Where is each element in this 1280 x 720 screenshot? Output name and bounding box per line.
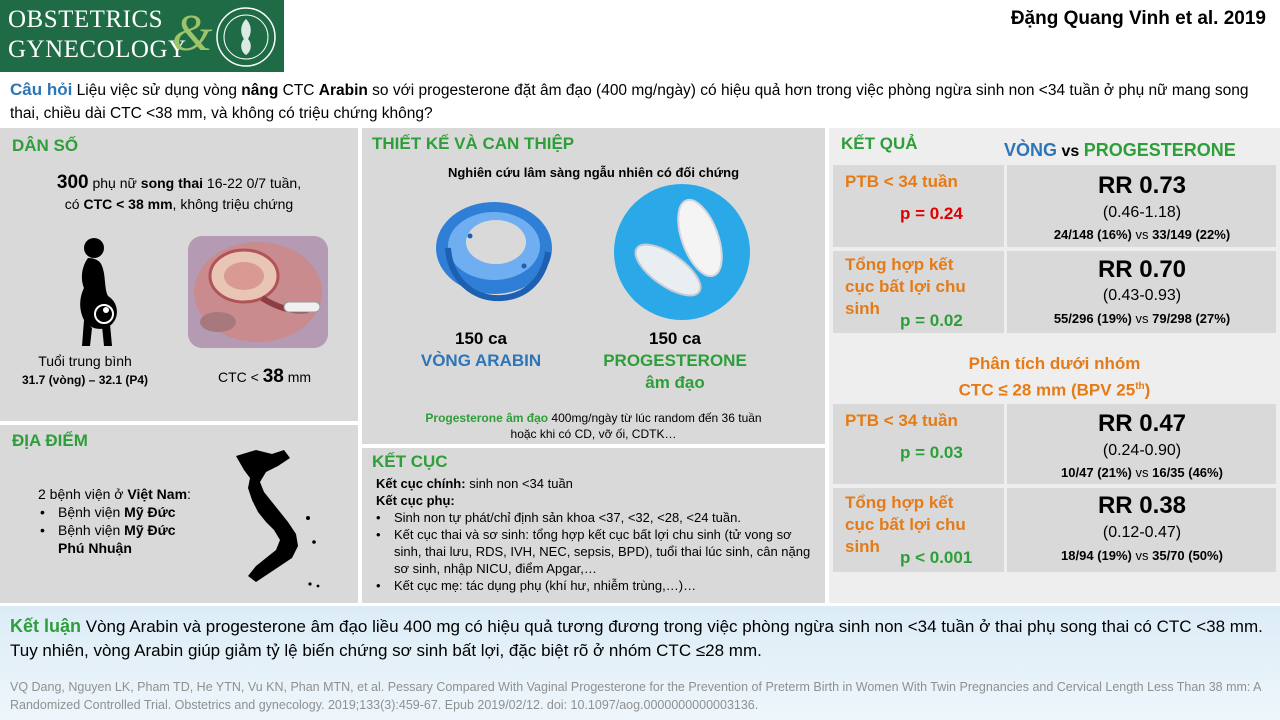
outcomes-title: KẾT CỤC — [372, 452, 448, 471]
result-rr: RR 0.38 — [1097, 492, 1187, 519]
secondary-outcome-item: • Kết cục mẹ: tác dụng phụ (khí hư, nhiễm trùng,…)… — [376, 577, 816, 594]
subgroup-sup: th — [1135, 381, 1145, 392]
result-counts — [1007, 465, 1277, 480]
result-counts — [1007, 311, 1277, 326]
location-title: ĐỊA ĐIỂM — [12, 431, 88, 450]
subgroup-header — [833, 352, 1276, 402]
result-counts — [1007, 548, 1277, 563]
population-ctc: CTC < 38 mm — [83, 196, 173, 212]
arm-progesterone-name: PROGESTERONE — [603, 351, 747, 370]
subgroup-line-2 — [833, 375, 1276, 402]
result-count-progesterone: 33/149 (22%) — [1152, 227, 1231, 242]
population-text-3: có — [64, 196, 84, 212]
conclusion-body: Vòng Arabin và progesterone âm đạo liều 400 mg có hiệu quả tương đương trong việc phòng ngừa sinh non <34 tuần ở thai phụ song thai có CTC <38 mm. Tuy nhiên, vòng Arabin giúp giảm tỷ lệ biến chứng sơ sinh bất lợi, đặc biệt rõ ở nhóm CTC ≤28 mm. — [10, 617, 1263, 660]
result-rr: RR 0.73 — [1097, 172, 1187, 199]
population-title: DÂN SỐ — [12, 136, 79, 155]
result-count-ring: 10/47 (21%) — [1061, 465, 1132, 480]
logo-line-1: OBSTETRICS — [8, 6, 164, 33]
conclusion-text — [10, 614, 1270, 663]
comparison-progesterone: PROGESTERONE — [1083, 140, 1236, 160]
cervical-length-unit: mm — [283, 369, 312, 385]
result-p-value: p = 0.02 — [900, 311, 963, 330]
result-ci: (0.12-0.47) — [1102, 524, 1182, 541]
result-count-vs: vs — [1131, 548, 1153, 563]
arabin-ring-image — [432, 188, 556, 308]
population-text-2: 16-22 0/7 tuần, — [203, 175, 302, 191]
comparison-vs: vs — [1057, 143, 1084, 160]
mean-age-value: 31.7 (vòng) – 32.1 (P4) — [22, 373, 149, 387]
result-p-value: p = 0.03 — [900, 443, 963, 462]
result-rr: RR 0.47 — [1097, 410, 1187, 437]
hospital-name-line2: Phú Nhuận — [58, 540, 132, 556]
result-count-progesterone: 35/70 (50%) — [1152, 548, 1223, 563]
results-title: KẾT QUẢ — [841, 134, 918, 153]
result-outcome-label: PTB < 34 tuần — [845, 411, 958, 430]
author-citation: Đặng Quang Vinh et al. 2019 — [1010, 8, 1266, 29]
population-twins: song thai — [140, 175, 204, 191]
design-title: THIẾT KẾ VÀ CAN THIỆP — [372, 134, 575, 153]
arm-progesterone — [582, 328, 768, 394]
result-rr: RR 0.70 — [1097, 256, 1187, 283]
result-p-value: p < 0.001 — [900, 548, 973, 567]
location-intro-text: 2 bệnh viện ở — [38, 486, 128, 502]
conclusion-label: Kết luận — [10, 616, 82, 636]
dosing-note-line2: hoặc khi có CD, vỡ ối, CDTK… — [510, 427, 677, 441]
logo-ampersand: & — [172, 5, 213, 62]
secondary-outcome-item: • Kết cục thai và sơ sinh: tổng hợp kết cục bất lợi chu sinh (tử vong sơ sinh, thai lưu, RDS, IVH, NEC, sepsis, BPD), tuổi thai lúc sinh, cân nặng sơ sinh, nhập NICU, điểm Apgar,… — [376, 526, 816, 577]
arm-progesterone-count: 150 ca — [649, 329, 701, 348]
result-outcome-label: Tổng hợp kết cục bất lợi chu sinh — [845, 255, 966, 318]
result-count-ring: 24/148 (16%) — [1053, 227, 1132, 242]
journal-logo — [0, 0, 284, 72]
reference-citation: VQ Dang, Nguyen LK, Pham TD, He YTN, Vu KN, Phan MTN, et al. Pessary Compared With Vaginal Progesterone for the Prevention of Preterm Birth in Women With Twin Pregnancies and Cervical Length Less Than 38 mm: A Randomized Controlled Trial. Obstetrics and gynecology. 2019;133(3):459-67. Epub 2019/02/12. doi: 10.1097/aog.0000000000003136. — [10, 680, 1261, 712]
secondary-outcome-label: Kết cục phụ: — [376, 493, 455, 508]
location-intro — [38, 485, 191, 503]
result-outcome-label: PTB < 34 tuần — [845, 172, 958, 191]
result-p-value: p = 0.24 — [900, 204, 963, 223]
question-bold-2: Arabin — [318, 82, 368, 99]
mean-age — [22, 352, 148, 390]
comparison-ring: VÒNG — [1004, 140, 1058, 160]
question-text-1: Liệu việc sử dụng vòng — [72, 82, 242, 99]
result-count-vs: vs — [1131, 311, 1153, 326]
hospital-prefix: Bệnh viện — [58, 522, 125, 538]
question-text-2: CTC — [278, 82, 319, 99]
journal-seal-icon — [214, 5, 278, 69]
primary-outcome-text: sinh non <34 tuần — [465, 476, 573, 491]
primary-outcome — [376, 475, 816, 492]
hospital-item — [38, 521, 191, 557]
primary-outcome-label: Kết cục chính: — [376, 476, 466, 491]
result-count-ring: 55/296 (19%) — [1053, 311, 1132, 326]
result-outcome-label: Tổng hợp kết cục bất lợi chu sinh — [845, 493, 966, 556]
subgroup-close: ) — [1144, 380, 1151, 400]
pregnant-woman-icon — [60, 236, 134, 346]
cervical-length-value: 38 — [262, 366, 284, 387]
cervical-length-label: CTC < — [218, 369, 263, 385]
conclusion-section — [0, 606, 1280, 720]
population-text-1: phụ nữ — [88, 175, 141, 191]
progesterone-pill-image — [610, 182, 754, 322]
logo-line-2: GYNECOLOGY — [8, 36, 187, 63]
cervix-image — [188, 236, 328, 348]
arm-progesterone-route: âm đạo — [645, 373, 705, 392]
result-count-vs: vs — [1131, 465, 1153, 480]
hospital-name: Mỹ Đức — [124, 504, 176, 520]
hospital-prefix: Bệnh viện — [58, 504, 125, 520]
dosing-note-text: 400mg/ngày từ lúc random đến 36 tuần — [548, 411, 762, 425]
arm-arabin-count: 150 ca — [455, 329, 507, 348]
arm-arabin — [388, 328, 574, 372]
dosing-note-label: Progesterone âm đạo — [425, 411, 549, 425]
subgroup-criteria: CTC ≤ 28 mm (BPV 25 — [958, 380, 1136, 400]
location-country: Việt Nam — [127, 486, 188, 502]
outcomes-description — [376, 475, 816, 594]
result-ci: (0.24-0.90) — [1102, 442, 1182, 459]
result-count-progesterone: 79/298 (27%) — [1152, 311, 1231, 326]
hospital-list — [38, 503, 191, 557]
mean-age-label: Tuổi trung bình — [38, 353, 132, 369]
result-count-vs: vs — [1131, 227, 1153, 242]
population-text-4: , không triệu chứng — [172, 196, 294, 212]
arm-arabin-name: VÒNG ARABIN — [420, 351, 542, 370]
result-count-progesterone: 16/35 (46%) — [1152, 465, 1223, 480]
dosing-note — [362, 410, 825, 442]
result-ci: (0.43-0.93) — [1102, 287, 1182, 304]
secondary-outcome-item: • Sinh non tự phát/chỉ định sản khoa <37, <32, <28, <24 tuần. — [376, 509, 816, 526]
population-description — [0, 172, 358, 215]
question-bold-1: nâng — [241, 82, 279, 99]
hospital-name: Mỹ Đức — [124, 522, 176, 538]
result-counts — [1007, 227, 1277, 242]
vietnam-map-icon — [226, 446, 326, 592]
location-intro-colon: : — [187, 486, 191, 502]
hospital-item — [38, 503, 191, 521]
location-description — [38, 485, 191, 557]
result-count-ring: 18/94 (19%) — [1061, 548, 1132, 563]
question-label: Câu hỏi — [10, 80, 73, 99]
population-count: 300 — [56, 172, 89, 193]
result-ci: (0.46-1.18) — [1102, 204, 1182, 221]
design-subtitle: Nghiên cứu lâm sàng ngẫu nhiên có đối chứng — [447, 165, 740, 180]
comparison-header — [1004, 140, 1236, 161]
cervical-length — [218, 366, 311, 388]
research-question — [0, 72, 1280, 126]
subgroup-line-1: Phân tích dưới nhóm — [968, 354, 1141, 373]
secondary-outcome-list — [376, 509, 816, 594]
question-text-3: so với progesterone đặt âm đạo (400 mg/ngày) có hiệu quả hơn trong việc phòng ngừa sinh non <34 tuần ở phụ nữ mang song thai, chiều dài CTC <38 mm, và không có triệu chứng không? — [10, 82, 1249, 122]
